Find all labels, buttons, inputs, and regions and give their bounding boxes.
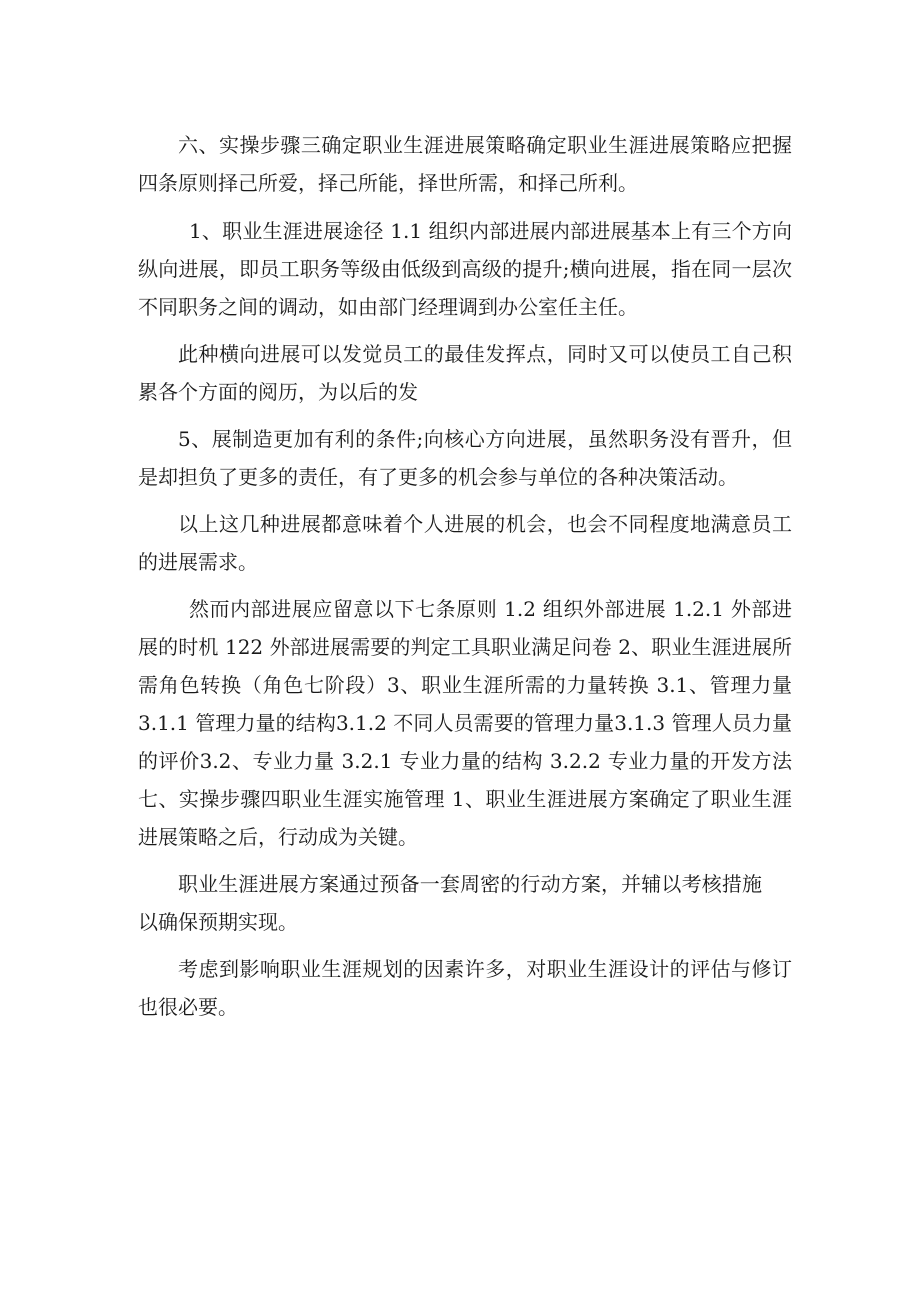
paragraph-3: 此种横向进展可以发觉员工的最佳发挥点，同时又可以使员工自己积累各个方面的阅历，为以后的发 xyxy=(138,342,792,404)
document-body xyxy=(138,126,792,1035)
paragraph-5: 以上这几种进展都意味着个人进展的机会，也会不同程度地满意员工的进展需求。 xyxy=(138,512,792,574)
paragraph-6: 然而内部进展应留意以下七条原则 1.2 组织外部进展 1.2.1 外部进展的时机 122 外部进展需要的判定工具职业满足问卷 2、职业生涯进展所需角色转换（角色七阶段）3、职业生涯所需的力量转换 3.1、管理力量 3.1.1 管理力量的结构3.1.2 不同人员需要的管理力量3.1.3 管理人员力量的评价3.2、专业力量 3.2.1 专业力量的结构 3.2.2 专业力量的开发方法七、实操步骤四职业生涯实施管理 1、职业生涯进展方案确定了职业生涯进展策略之后，行动成为关键。 xyxy=(138,597,792,849)
paragraph-1: 六、实操步骤三确定职业生涯进展策略确定职业生涯进展策略应把握四条原则择己所爱，择己所能，择世所需，和择己所利。 xyxy=(138,133,792,195)
paragraph-2: 1、职业生涯进展途径 1.1 组织内部进展内部进展基本上有三个方向纵向进展，即员工职务等级由低级到高级的提升;横向进展，指在同一层次不同职务之间的调动，如由部门经理调到办公室任主任。 xyxy=(138,219,792,319)
paragraph-8: 考虑到影响职业生涯规划的因素许多，对职业生涯设计的评估与修订也很必要。 xyxy=(138,957,792,1019)
paragraph-4: 5、展制造更加有利的条件;向核心方向进展，虽然职务没有晋升，但是却担负了更多的责任，有了更多的机会参与单位的各种决策活动。 xyxy=(138,427,792,489)
paragraph-7: 职业生涯进展方案通过预备一套周密的行动方案，并辅以考核措施以确保预期实现。 xyxy=(138,872,762,934)
